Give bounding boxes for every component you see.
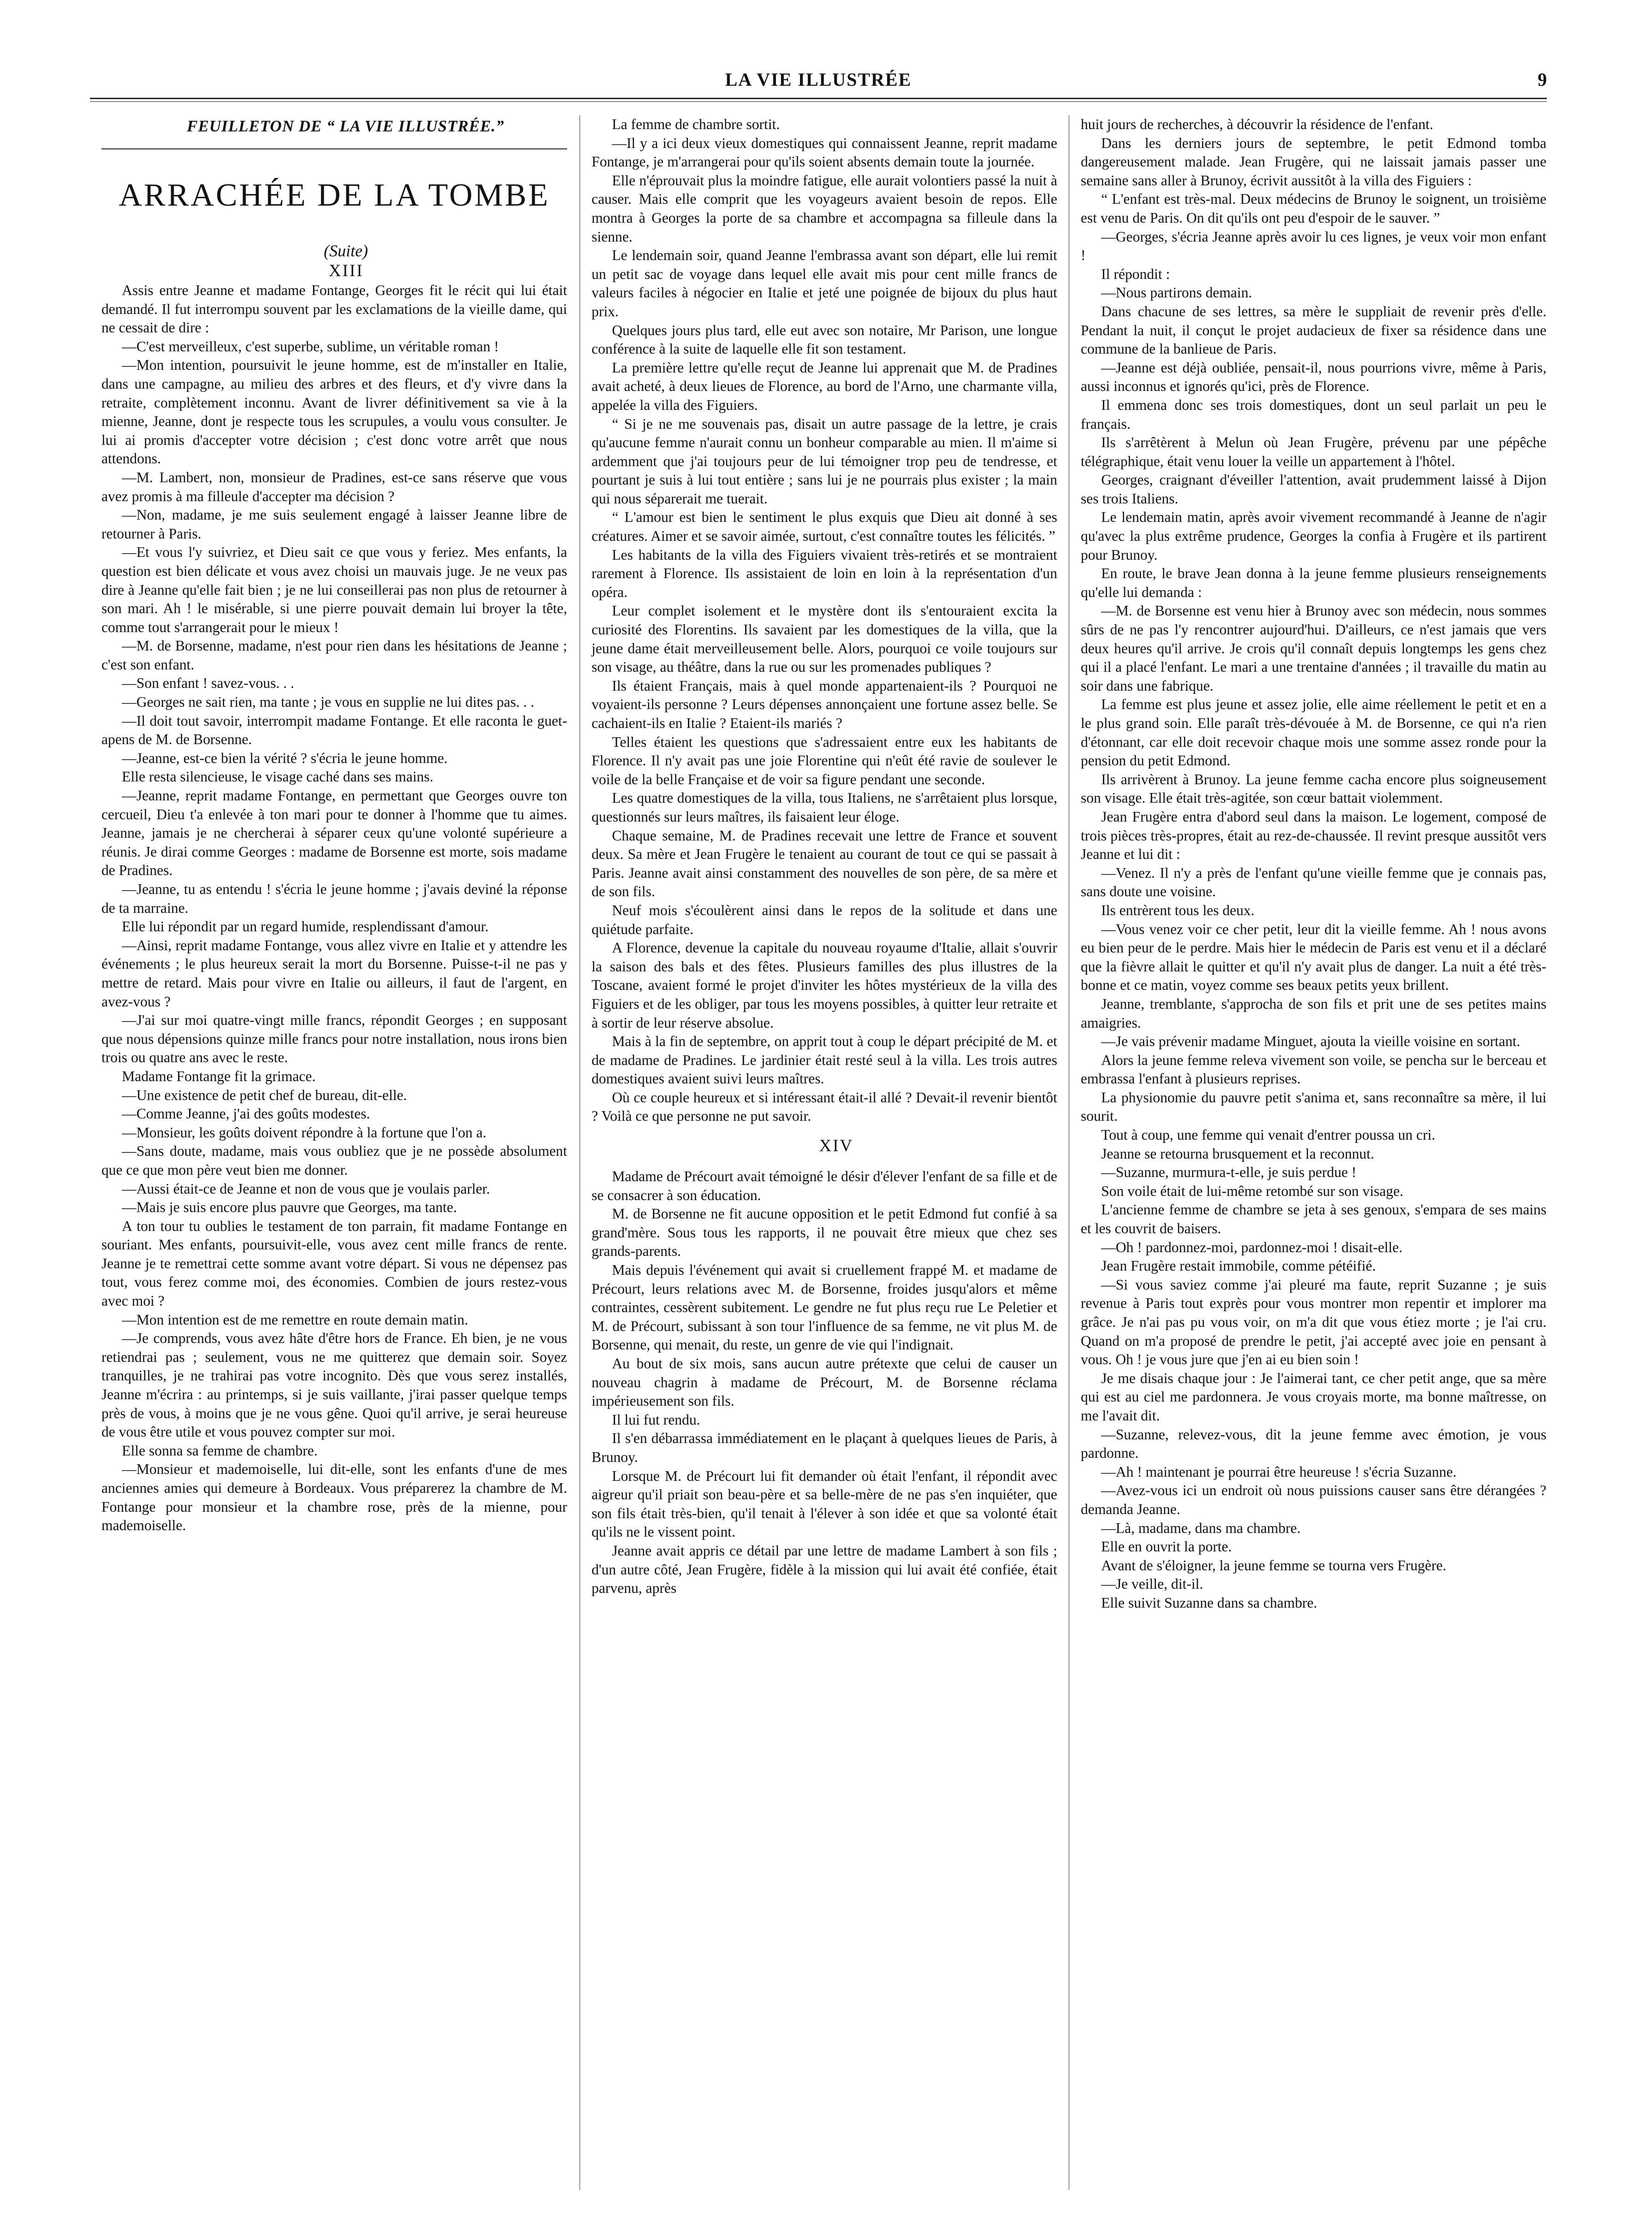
paragraph: Mais depuis l'événement qui avait si cruellement frappé M. et madame de Précourt, leurs relations avec M. de Borsenne, froides jusqu'alors et même contraintes, cessèrent subitement. Le gendre ne fut plus reçu rue Le Peletier et M. de Précourt, subissant à son tour l'influence de sa femme, ne vit plus M. de Borsenne, qui menait, du reste, un genre de vie qui l'indignait. — [592, 1262, 1057, 1353]
paragraph: Il s'en débarrassa immédiatement en le plaçant à quelques lieues de Paris, à Brunoy. — [592, 1430, 1057, 1465]
paragraph: Où ce couple heureux et si intéressant était-il allé ? Devait-il revenir bientôt ? Voilà ce que personne ne put savoir. — [592, 1089, 1057, 1124]
paragraph: A Florence, devenue la capitale du nouveau royaume d'Italie, allait s'ouvrir la saison des bals et des fêtes. Plusieurs familles des plus illustres de la Toscane, avaient formé le projet d'inviter les hôtes mystérieux de la villa des Figuiers et de les obliger, par tous les moyens possibles, à quitter leur retraite et à sortir de leur réserve absolue. — [592, 940, 1057, 1031]
paragraph: —Ainsi, reprit madame Fontange, vous allez vivre en Italie et y attendre les événements ; le plus heureux serait la mort du Borsenne. Puisse-t-il ne pas y mettre de retard. Mais pour vivre en Italie ou ailleurs, il faut de l'argent, en avez-vous ? — [101, 937, 567, 1010]
paragraph: Le lendemain soir, quand Jeanne l'embrassa avant son départ, elle lui remit un petit sac de voyage dans lequel elle avait mis pour cent mille francs de valeurs faciles à négocier en Italie et jeté une poignée de bijoux du plus haut prix. — [592, 247, 1057, 319]
paragraph: —Avez-vous ici un endroit où nous puissions causer sans être dérangées ? demanda Jeanne. — [1081, 1482, 1546, 1517]
paragraph: —Oh ! pardonnez-moi, pardonnez-moi ! disait-elle. — [1101, 1239, 1403, 1255]
header-rule — [90, 98, 1547, 102]
column-2-body-top — [592, 115, 1057, 1126]
article-title: ARRACHÉE DE LA TOMBE — [118, 177, 550, 213]
paragraph: Au bout de six mois, sans aucun autre prétexte que celui de causer un nouveau chagrin à madame de Précourt, M. de Borsenne réclama impérieusement son fils. — [592, 1355, 1057, 1409]
paragraph: —Je comprends, vous avez hâte d'être hors de France. Eh bien, je ne vous retiendrai pas ; seulement, vous ne me quitterez que demain soir. Soyez tranquilles, je ne trahirai pas votre incognito. Dès que vous serez installés, Jeanne m'écrira : au printemps, si je suis vaillante, j'irai passer quelque temps près de vous, à moins que je ne vous gêne. Quoi qu'il arrive, je serai heureuse de vous être utile et vous pouvez compter sur moi. — [101, 1330, 567, 1440]
page-header — [90, 65, 1547, 94]
paragraph: —Suzanne, relevez-vous, dit la jeune femme avec émotion, je vous pardonne. — [1081, 1426, 1546, 1461]
page-number: 9 — [1538, 69, 1547, 90]
paragraph: Jean Frugère restait immobile, comme pétéifié. — [1101, 1258, 1376, 1274]
paragraph: Dans les derniers jours de septembre, le petit Edmond tomba dangereusement malade. Jean Frugère, qui ne laissait jamais passer une semaine sans aller à Brunoy, écrivit aussitôt à la villa des Figuiers : — [1081, 135, 1546, 189]
paragraph: —M. de Borsenne est venu hier à Brunoy avec son médecin, nous sommes sûrs de ne pas l'y rencontrer aujourd'hui. D'ailleurs, ce n'est jamais que vers deux heures qu'il arrive. Je crois qu'il connaît depuis longtemps les gens chez qui il a placé l'enfant. Le mari a une trentaine d'années ; il travaille du matin au soir dans une fabrique. — [1081, 603, 1546, 694]
paragraph: En route, le brave Jean donna à la jeune femme plusieurs renseignements qu'elle lui demanda : — [1081, 565, 1546, 600]
paragraph: Dans chacune de ses lettres, sa mère le suppliait de revenir près d'elle. Pendant la nuit, il conçut le projet audacieux de fixer sa résidence dans une commune de la banlieue de Paris. — [1081, 303, 1546, 357]
paragraph: Elle sonna sa femme de chambre. — [122, 1442, 318, 1459]
paragraph: Elle lui répondit par un regard humide, resplendissant d'amour. — [122, 918, 489, 935]
paragraph: Leur complet isolement et le mystère dont ils s'entouraient excita la curiosité des Florentins. Ils savaient par les domestiques de la villa, que la jeune dame était merveilleusement belle. Alors, pourquoi ce voile toujours sur son visage, au théâtre, dans la rue ou sur les promenades publiques ? — [592, 603, 1057, 675]
paragraph: —C'est merveilleux, c'est superbe, sublime, un véritable roman ! — [122, 338, 499, 355]
paragraph: —Jeanne, tu as entendu ! s'écria le jeune homme ; j'avais deviné la réponse de ta marraine. — [101, 881, 567, 916]
paragraph: La femme est plus jeune et assez jolie, elle aime réellement le petit et en a le plus grand soin. Elle paraît très-dévouée à M. de Borsenne, ce qui n'a rien d'étonnant, car elle doit recevoir chaque mois une somme assez ronde pour la pension du petit Edmond. — [1081, 696, 1546, 769]
paragraph: —Il y a ici deux vieux domestiques qui connaissent Jeanne, reprit madame Fontange, je m'arrangerai pour qu'ils soient absents demain toute la journée. — [592, 135, 1057, 170]
paragraph: —Une existence de petit chef de bureau, dit-elle. — [122, 1087, 407, 1103]
paragraph: Madame Fontange fit la grimace. — [122, 1068, 316, 1084]
paragraph: Madame de Précourt avait témoigné le désir d'élever l'enfant de sa fille et de se consacrer à son éducation. — [592, 1168, 1057, 1203]
paragraph: Assis entre Jeanne et madame Fontange, Georges fit le récit qui lui était demandé. Il fut interrompu souvent par les exclamations de la vieille dame, qui ne cessait de dire : — [101, 282, 567, 336]
paragraph: —Nous partirons demain. — [1101, 284, 1252, 301]
paragraph: —Sans doute, madame, mais vous oubliez que je ne possède absolument que ce que mon père veut bien me donner. — [101, 1143, 567, 1178]
paragraph: Elle n'éprouvait plus la moindre fatigue, elle aurait volontiers passé la nuit à causer. Mais elle comprit que les voyageurs avaient besoin de repos. Elle montra à Georges la porte de sa chambre et accompagna sa filleule dans la sienne. — [592, 172, 1057, 245]
paragraph: —Georges ne sait rien, ma tante ; je vous en supplie ne lui dites pas. . . — [122, 694, 534, 710]
paragraph: —Aussi était-ce de Jeanne et non de vous que je voulais parler. — [122, 1180, 490, 1197]
paragraph: Il emmena donc ses trois domestiques, dont un seul parlait un peu le français. — [1081, 396, 1546, 432]
paragraph: —Je vais prévenir madame Minguet, ajouta la vieille voisine en sortant. — [1101, 1033, 1521, 1050]
paragraph: —Il doit tout savoir, interrompit madame Fontange. Et elle raconta le guet-apens de M. de Borsenne. — [101, 712, 567, 748]
paragraph: —Mon intention, poursuivit le jeune homme, est de m'installer en Italie, dans une campagne, au milieu des arbres et des fleurs, et d'y vivre dans la retraite, complètement inconnu. Avant de livrer définitivement sa vie à la mienne, Jeanne, dont je respecte tous les scrupules, a voulu vous consulter. Je lui ai promis d'accepter votre décision ; c'est donc votre arrêt que nous attendons. — [101, 357, 567, 467]
paragraph: Ils arrivèrent à Brunoy. La jeune femme cacha encore plus soigneusement son visage. Elle était très-agitée, son cœur battait violemment. — [1081, 771, 1546, 806]
paragraph: M. de Borsenne ne fit aucune opposition et le petit Edmond fut confié à sa grand'mère. Sous tous les rapports, il ne pouvait être mieux que chez ses grands-parents. — [592, 1206, 1057, 1260]
paragraph: —Comme Jeanne, j'ai des goûts modestes. — [122, 1106, 370, 1122]
paragraph: L'ancienne femme de chambre se jeta à ses genoux, s'empara de ses mains et les couvrit de baisers. — [1081, 1201, 1546, 1237]
paragraph: Ils entrèrent tous les deux. — [1101, 902, 1255, 918]
chapter-heading: XIV — [819, 1136, 854, 1156]
paragraph: Tout à coup, une femme qui venait d'entrer poussa un cri. — [1101, 1127, 1435, 1143]
paragraph: La première lettre qu'elle reçut de Jeanne lui apprenait que M. de Pradines avait acheté, à deux lieues de Florence, au bord de l'Arno, une charmante villa, appelée la villa des Figuiers. — [592, 359, 1057, 413]
paragraph: Jeanne avait appris ce détail par une lettre de madame Lambert à son fils ; d'un autre côté, Jean Frugère, fidèle à la mission qui lui avait été confiée, était parvenu, après — [592, 1542, 1057, 1597]
paragraph: huit jours de recherches, à découvrir la résidence de l'enfant. — [1081, 116, 1433, 132]
paragraph: La femme de chambre sortit. — [612, 116, 780, 132]
paragraph: Jeanne se retourna brusquement et la reconnut. — [1101, 1145, 1374, 1162]
paragraph: —Georges, s'écria Jeanne après avoir lu ces lignes, je veux voir mon enfant ! — [1081, 228, 1546, 264]
paragraph: Elle suivit Suzanne dans sa chambre. — [1101, 1594, 1317, 1611]
paragraph: —Et vous l'y suivriez, et Dieu sait ce que vous y feriez. Mes enfants, la question est bien délicate et vous avez choisi un mauvais juge. Je ne veux pas dire à Jeanne qu'elle fait bien ; je ne lui conseillerai pas non plus de retourner à son mari. Ah ! le misérable, si une pierre pouvait demain lui broyer la tête, comme tout s'arrangerait pour le mieux ! — [101, 544, 567, 635]
paragraph: —Venez. Il n'y a près de l'enfant qu'une vieille femme que je connais pas, sans doute une voisine. — [1081, 864, 1546, 900]
paragraph: Son voile était de lui-même retombé sur son visage. — [1101, 1183, 1403, 1199]
feuilleton-label: FEUILLETON DE “ LA VIE ILLUSTRÉE.” — [187, 117, 504, 135]
paragraph: Avant de s'éloigner, la jeune femme se tourna vers Frugère. — [1101, 1557, 1446, 1573]
paragraph: —M. de Borsenne, madame, n'est pour rien dans les hésitations de Jeanne ; c'est son enfant. — [101, 638, 567, 673]
paragraph: Il lui fut rendu. — [612, 1411, 700, 1428]
column-2 — [592, 115, 1057, 1598]
column-3 — [1081, 115, 1546, 1613]
paragraph: —Non, madame, je me suis seulement engagé à laisser Jeanne libre de retourner à Paris. — [101, 507, 567, 542]
column-2-body-bottom — [592, 1167, 1057, 1598]
paragraph: Elle resta silencieuse, le visage caché dans ses mains. — [122, 769, 433, 785]
paragraph: —Si vous saviez comme j'ai pleuré ma faute, reprit Suzanne ; je suis revenue à Paris tout exprès pour vous montrer mon repentir et implorer ma grâce. Je n'ai pas pu vous voir, on m'a dit que vous étiez morte ; je l'ai cru. Quand on m'a proposé de prendre le petit, j'ai accepté avec joie en pensant à vous. Oh ! je vous jure que j'en ai eu bien soin ! — [1081, 1276, 1546, 1368]
paragraph: “ L'enfant est très-mal. Deux médecins de Brunoy le soignent, un troisième est venu de Paris. On dit qu'ils ont peu d'espoir de le sauver. ” — [1081, 191, 1546, 226]
paragraph: —J'ai sur moi quatre-vingt mille francs, répondit Georges ; en supposant que nous dépensions quinze mille francs pour notre installation, nous irons bien trois ou quatre ans avec le reste. — [101, 1012, 567, 1066]
paragraph: La physionomie du pauvre petit s'anima et, sans reconnaître sa mère, il lui sourit. — [1081, 1089, 1546, 1124]
paragraph: Neuf mois s'écoulèrent ainsi dans le repos de la solitude et dans une quiétude parfaite. — [592, 902, 1057, 937]
paragraph: —Son enfant ! savez-vous. . . — [122, 675, 295, 692]
suite-label: (Suite) — [324, 242, 368, 260]
paragraph: Jean Frugère entra d'abord seul dans la maison. Le logement, composé de trois pièces très-propres, était au rez-de-chaussée. Il revint presque aussitôt vers Jeanne et lui dit : — [1081, 808, 1546, 863]
paragraph: —Monsieur, les goûts doivent répondre à la fortune que l'on a. — [122, 1124, 486, 1141]
paragraph: Ils étaient Français, mais à quel monde appartenaient-ils ? Pourquoi ne voyaient-ils personne ? Leurs dépenses annonçaient une fortune assez belle. Se cachaient-ils en Italie ? Etaient-ils mariés ? — [592, 677, 1057, 731]
paragraph: —Ah ! maintenant je pourrai être heureuse ! s'écria Suzanne. — [1101, 1463, 1457, 1480]
paragraph: —Monsieur et mademoiselle, lui dit-elle, sont les enfants d'une de mes anciennes amies qui demeure à Bordeaux. Vous préparerez la chambre de M. Fontange pour monsieur et la chambre rose, près de la mienne, pour mademoiselle. — [101, 1461, 567, 1534]
paragraph: —Jeanne, reprit madame Fontange, en permettant que Georges ouvre ton cercueil, Dieu t'a enlevée à ton mari pour te donner à l'homme que tu aimes. Jeanne, jamais je ne chercherai à séparer ceux qu'une volonté supérieure a réunis. Je dirai comme Georges : madame de Borsenne est morte, sois madame de Pradines. — [101, 787, 567, 879]
paragraph: Ils s'arrêtèrent à Melun où Jean Frugère, prévenu par une pépêche télégraphique, était venu louer la veille un appartement à l'hôtel. — [1081, 434, 1546, 469]
column-3-body — [1081, 115, 1546, 1613]
paragraph: —Jeanne, est-ce bien la vérité ? s'écria le jeune homme. — [122, 750, 448, 766]
paragraph: Elle en ouvrit la porte. — [1101, 1538, 1232, 1555]
paragraph: Telles étaient les questions que s'adressaient entre eux les habitants de Florence. Il n'y avait pas une joie Florentine qui n'eût été ravie de soulever le voile de la belle Française et de voir sa figure pendant une seconde. — [592, 733, 1057, 787]
paragraph: —Mon intention est de me remettre en route demain matin. — [122, 1311, 468, 1328]
paragraph: Les quatre domestiques de la villa, tous Italiens, ne s'arrêtaient plus lorsque, questionnés sur leurs maîtres, ils faisaient leur éloge. — [592, 790, 1057, 825]
paragraph: —Jeanne est déjà oubliée, pensait-il, nous pourrions vivre, même à Paris, aussi inconnus et ignorés qu'ici, près de Florence. — [1081, 359, 1546, 395]
paragraph: A ton tour tu oublies le testament de ton parrain, fit madame Fontange en souriant. Mes enfants, poursuivit-elle, vous avez cent mille francs de rente. Jeanne je te remettrai cette somme avant votre départ. Si vous ne dépensez pas tout, vous ferez comme moi, des économies. Combien de jours restez-vous avec moi ? — [101, 1218, 567, 1309]
paragraph: “ Si je ne me souvenais pas, disait un autre passage de la lettre, je crais qu'aucune femme n'aurait connu un bonheur comparable au mien. Il m'aime si ardemment que j'ai toujours peur de lui témoigner trop peu de tendresse, et pourtant je suis à lui tout entière ; sans lui je ne pourrais plus exister ; la main qui nous séparerait me tuerait. — [592, 415, 1057, 507]
chapter-heading: XIII — [329, 261, 364, 280]
paragraph: —Mais je suis encore plus pauvre que Georges, ma tante. — [122, 1199, 457, 1216]
column-1-body — [101, 281, 567, 1535]
paragraph: Jeanne, tremblante, s'approcha de son fils et prit une de ses petites mains amaigries. — [1081, 995, 1546, 1031]
paragraph: Le lendemain matin, après avoir vivement recommandé à Jeanne de n'agir qu'avec la plus extrême prudence, Georges la confia à Frugère et ils partirent pour Brunoy. — [1081, 509, 1546, 563]
paragraph: —M. Lambert, non, monsieur de Pradines, est-ce sans réserve que vous avez promis à ma filleule d'accepter ma décision ? — [101, 469, 567, 504]
paragraph: —Je veille, dit-il. — [1101, 1576, 1203, 1592]
paragraph: —Suzanne, murmura-t-elle, je suis perdue ! — [1101, 1164, 1356, 1181]
column-1 — [101, 115, 567, 1535]
paragraph: Les habitants de la villa des Figuiers vivaient très-retirés et se montraient rarement à Florence. Ils assistaient de loin en loin à la représentation d'un opéra. — [592, 546, 1057, 600]
paragraph: Lorsque M. de Précourt lui fit demander où était l'enfant, il répondit avec aigreur qu'il priait son beau-père et sa belle-mère de ne pas s'en inquiéter, que son fils était très-bien, qu'il tenait à l'élever à son idée et que sa volonté était qu'ils ne le vissent point. — [592, 1467, 1057, 1540]
paragraph: Il répondit : — [1101, 266, 1170, 282]
newspaper-title: LA VIE ILLUSTRÉE — [725, 69, 912, 90]
paragraph: “ L'amour est bien le sentiment le plus exquis que Dieu ait donné à ses créatures. Aimer et se savoir aimée, surtout, c'est connaître toutes les félicités. ” — [592, 509, 1057, 544]
paragraph: Alors la jeune femme releva vivement son voile, se pencha sur le berceau et embrassa l'enfant à plusieurs reprises. — [1081, 1052, 1546, 1087]
paragraph: Georges, craignant d'éveiller l'attention, avait prudemment laissé à Dijon ses trois Italiens. — [1081, 472, 1546, 507]
paragraph: Chaque semaine, M. de Pradines recevait une lettre de France et souvent deux. Sa mère et Jean Frugère le tenaient au courant de tout ce qui se passait à Paris. Jeanne avait ainsi constamment des nouvelles de son père, de sa mère et de son fils. — [592, 827, 1057, 900]
paragraph: —Vous venez voir ce cher petit, leur dit la vieille femme. Ah ! nous avons eu bien peur de le perdre. Mais hier le médecin de Paris est venu et il a déclaré que la fièvre allait le quitter et qu'il n'y avait plus de danger. La nuit a été très-bonne et ce matin, voyez comme ses beaux petits yeux brillent. — [1081, 921, 1546, 994]
paragraph: Je me disais chaque jour : Je l'aimerai tant, ce cher petit ange, que sa mère qui est au ciel me pardonnera. Je vous croyais morte, ma bonne maîtresse, on me l'avait dit. — [1081, 1370, 1546, 1424]
paragraph: Mais à la fin de septembre, on apprit tout à coup le départ précipité de M. et de madame de Pradines. Le jardinier était resté seul à la villa. Les trois autres domestiques avaient suivi leurs maîtres. — [592, 1033, 1057, 1087]
title-rule-top — [101, 148, 567, 149]
paragraph: Quelques jours plus tard, elle eut avec son notaire, Mr Parison, une longue conférence à la suite de laquelle elle fit son testament. — [592, 322, 1057, 357]
paragraph: —Là, madame, dans ma chambre. — [1101, 1520, 1301, 1536]
